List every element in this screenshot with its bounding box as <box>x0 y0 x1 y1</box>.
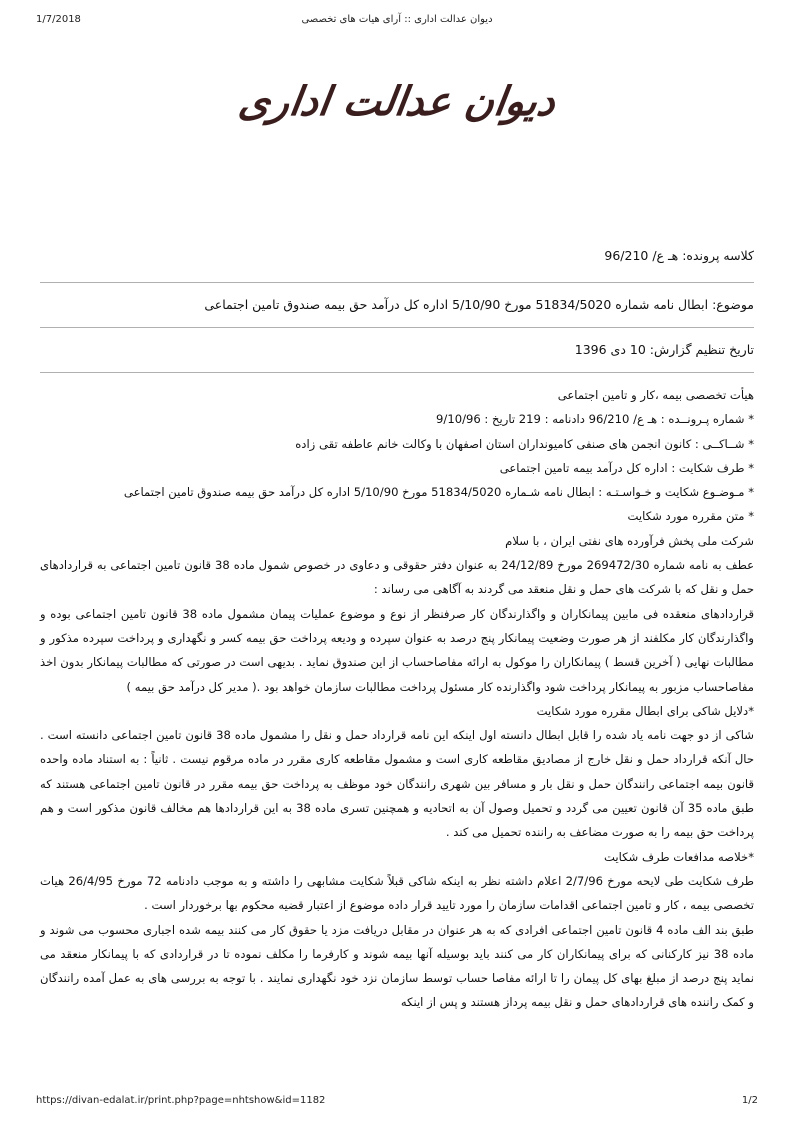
plaintiff-reasons-paragraph: شاکی از دو جهت نامه یاد شده را قابل ابطال دانسته اول اینکه این نامه قرارداد حمل و نقل را مشمول ماده 38 قانون تامین اجتماعی دانسته است . حال آنکه قرارداد حمل و نقل خارج از مصادیق مقاطعه کاری است و مشمول مقاطعه کاری مقرر در ماده مرقوم نیست . ثانیاً : به استناد ماده واحده قانون بیمه اجتماعی رانندگان حمل و نقل بار و مسافر بین شهری رانندگان خود موظف به پرداخت حق بیمه مقرر در قانون تامین اجتماعی هستند که طبق ماده 35 آن قانون تعیین می گردد و تحمیل وصول آن به اتحادیه و همچنین تسری ماده 38 به این قراردادها هم مخالف قانون مذکور است و هم پرداخت حق بیمه را به صورت مضاعف به راننده تحمیل می کند . <box>40 728 755 840</box>
site-logo: دیوان عدالت اداری <box>235 78 559 125</box>
print-date: 1/7/2018 <box>36 14 81 25</box>
case-number-line: * شماره پـرونــده : هـ ع/ 96/210 دادنامه : 219 تاریخ : 9/10/96 <box>436 412 754 427</box>
regulation-paragraph: عطف به نامه شماره 269472/30 مورخ 24/12/89 به عنوان دفتر حقوقی و دعاوی در خصوص شمول ماده 38 قانون تامین اجتماعی به قراردادهای حمل و نقل که با شرکت های حمل و نقل منعقد می گردند به آگاهی می رساند : <box>40 558 755 597</box>
defense-heading: *خلاصه مدافعات طرف شکایت <box>604 849 754 864</box>
verdict-body <box>40 383 754 1015</box>
divider <box>40 372 754 373</box>
plaintiff-line: * شــاکــی : کانون انجمن های صنفی کامیونداران استان اصفهان با وکالت خانم عاطفه تقی زاده <box>295 436 754 451</box>
print-footer <box>36 1095 758 1109</box>
complaint-subject-line: * مـوضـوع شکایت و خـواسـتـه : ابطال نامه شـماره 51834/5020 مورخ 5/10/90 اداره کل درآمد حق بیمه صندوق تامین اجتماعی <box>123 485 754 500</box>
defendant-line: * طرف شکایت : اداره کل درآمد بیمه تامین اجتماعی <box>499 460 754 475</box>
divider <box>40 282 754 283</box>
page-number: 1/2 <box>741 1095 758 1106</box>
subject-line: موضوع: ابطال نامه شماره 51834/5020 مورخ 5/10/90 اداره کل درآمد حق بیمه صندوق تامین اجتماعی <box>204 297 754 312</box>
document-content <box>40 244 754 1015</box>
divider <box>40 327 754 328</box>
panel-title: هیأت تخصصی بیمه ،کار و تامین اجتماعی <box>557 388 754 402</box>
regulation-paragraph: قراردادهای منعقده فی مابین پیمانکاران و واگذارندگان کار صرفنظر از نوع و موضوع عملیات پیمان مشمول ماده 38 قانون تامین اجتماعی بوده و واگذارندگان کار مکلفند از هر صورت وضعیت پیمانکار پنج درصد به عنوان سپرده و ودیعه پرداخت حق بیمه کسر و نگهداری و پرداخت سپرده مذکور و مطالبات نهایی ( آخرین قسط ) پیمانکاران را موکول به ارائه مفاصاحساب از این صندوق نماید . بدیهی است در صورتی که مطالبات پیمانکار بدون اخذ مفاصاحساب مزبور به پیمانکار پرداخت شود واگذارنده کار مسئول پرداخت مطالبات سازمان خواهد بود .( مدیر کل درآمد حق بیمه ) <box>40 606 754 694</box>
regulation-addressee: شرکت ملی پخش فرآورده های نفتی ایران ، با سلام <box>505 533 754 548</box>
regulation-heading: * متن مقرره مورد شکایت <box>627 509 754 524</box>
case-summary: کلاسه پرونده: هـ ع/ 96/210 <box>604 248 754 263</box>
defense-paragraph: طبق بند الف ماده 4 قانون تامین اجتماعی افرادی که به هر عنوان در مقابل دریافت مزد یا حقوق کار می کنند بیمه شده اجباری محسوب می شوند و ماده 38 نیز کارکنانی که برای پیمانکاران کار می کنند باید بوسیله آنها بیمه شوند و کارفرما را مکلف نموده تا در قراردادی که با پیمانکار منعقد می نماید پنج درصد از مبلغ بهای کل پیمان را تا ارائه مفاصا حساب توسط سازمان نزد خود نگهداری نمایند . با توجه به بررسی های به عمل آمده رانندگان و کمک راننده های قراردادهای حمل و نقل بیمه پرداز هستند و پس از اینکه <box>40 922 754 1010</box>
print-title: دیوان عدالت اداری :: آرای هیات های تخصصی <box>301 14 493 25</box>
defense-paragraph: طرف شکایت طی لایحه مورخ 2/7/96 اعلام داشته نظر به اینکه شاکی قبلاً شکایت مشابهی را داشته و به موجب دادنامه 72 مورخ 26/4/95 هیات تخصصی بیمه ، کار و تامین اجتماعی اقدامات سازمان را مورد تایید قرار داده موضوع از اعتبار قضیه محکوم بها برخوردار است . <box>40 873 755 913</box>
page-url: https://divan-edalat.ir/print.php?page=nhtshow&id=1182 <box>36 1095 326 1106</box>
print-header <box>36 14 758 30</box>
plaintiff-reasons-heading: *دلایل شاکی برای ابطال مقرره مورد شکایت <box>536 703 754 718</box>
report-date: تاریخ تنظیم گزارش: 10 دی 1396 <box>574 342 754 357</box>
